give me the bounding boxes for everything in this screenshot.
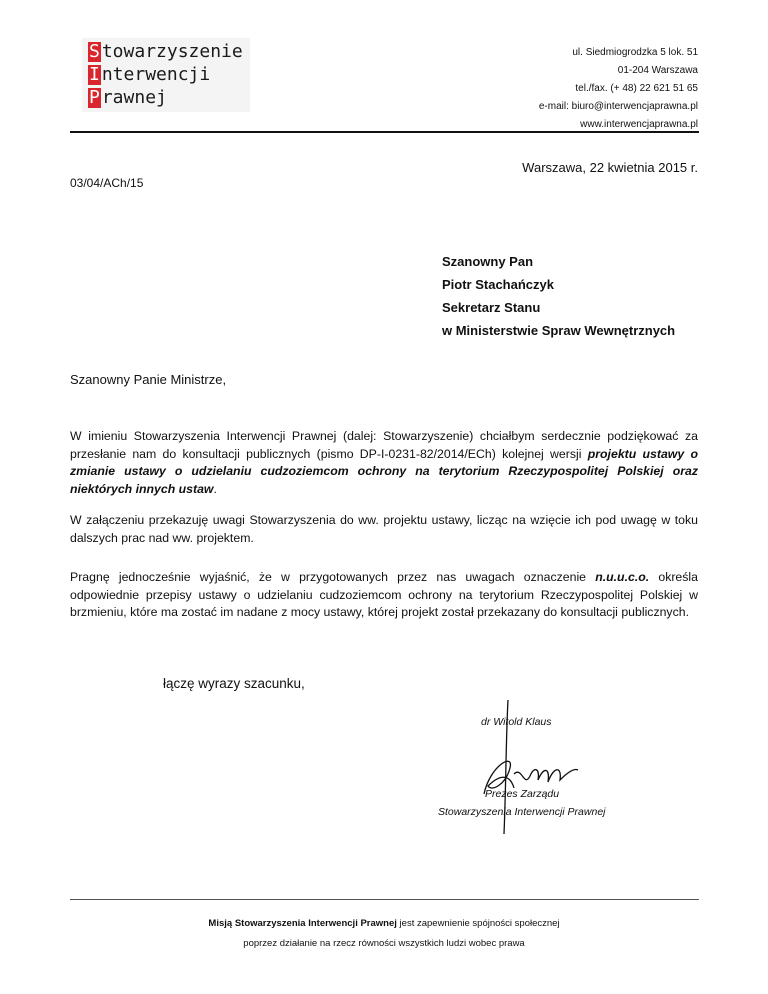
signer-organization: Stowarzyszenia Interwencji Prawnej [438, 806, 606, 818]
logo-line-3: P rawnej [89, 87, 167, 108]
contact-street: ul. Siedmiogrodzka 5 lok. 51 [572, 47, 698, 58]
project-title: projektu ustawy o zmianie ustawy o udzielaniu cudzoziemcom ochrony na terytorium Rzeczypospolitej Polskiej oraz niektórych innych ustaw [70, 446, 698, 496]
footer-divider [70, 899, 699, 900]
footer-line-1: Misją Stowarzyszenia Interwencji Prawnej jest zapewnienie spójności społecznej [208, 918, 560, 929]
addressee-line: w Ministerstwie Spraw Wewnętrznych [442, 323, 676, 338]
header-divider [70, 131, 699, 133]
contact-phone: tel./fax. (+ 48) 22 621 51 65 [575, 83, 698, 94]
signer-role: Prezes Zarządu [485, 788, 560, 800]
addressee-block [442, 250, 675, 342]
paragraph-3: Pragnę jednocześnie wyjaśnić, że w przygotowanych przez nas uwagach oznaczenie n.u.u.c.o. określa odpowiednie przepisy ustawy o udzielaniu cudzoziemcom ochrony na terytorium Rzeczypospolitej Polskiej w brzmieniu, które ma zostać im nadane z mocy ustawy, której projekt został przekazany do konsultacji publicznych. [70, 570, 698, 619]
contact-block [539, 44, 698, 134]
addressee-line: Szanowny Pan [442, 254, 534, 269]
salutation: Szanowny Panie Ministrze, [70, 372, 227, 387]
addressee-line: Piotr Stachańczyk [442, 277, 554, 292]
logo-line-1: S towarzyszenie [89, 41, 243, 62]
contact-city: 01-204 Warszawa [617, 65, 698, 76]
paragraph-1: W imieniu Stowarzyszenia Interwencji Prawnej (dalej: Stowarzyszenie) chciałbym serdecznie podziękować za przesłanie nam do konsultacji publicznych (pismo DP-I-0231-82/2014/ECh) kolejnej wersji projektu ustawy o zmianie ustawy o udzielaniu cudzoziemcom ochrony na terytorium Rzeczypospolitej Polskiej oraz niektórych innych ustaw. [70, 429, 698, 496]
letter-date: Warszawa, 22 kwietnia 2015 r. [522, 160, 698, 175]
logo-line-2: I nterwencji [89, 64, 211, 85]
addressee-line: Sekretarz Stanu [442, 300, 541, 315]
signer-name: dr Witold Klaus [481, 716, 552, 728]
reference-number: 03/04/ACh/15 [70, 176, 144, 190]
organization-logo [82, 38, 250, 112]
contact-website: www.interwencjaprawna.pl [580, 119, 698, 130]
abbreviation: n.u.u.c.o. [595, 570, 650, 584]
closing-phrase: łączę wyrazy szacunku, [163, 676, 305, 691]
footer-line-2: poprzez działanie na rzecz równości wszystkich ludzi wobec prawa [243, 938, 525, 949]
paragraph-2: W załączeniu przekazuję uwagi Stowarzyszenia do ww. projektu ustawy, licząc na wzięcie ich pod uwagę w toku dalszych prac nad ww. projektem. [70, 513, 698, 545]
contact-email: e-mail: biuro@interwencjaprawna.pl [538, 101, 698, 112]
